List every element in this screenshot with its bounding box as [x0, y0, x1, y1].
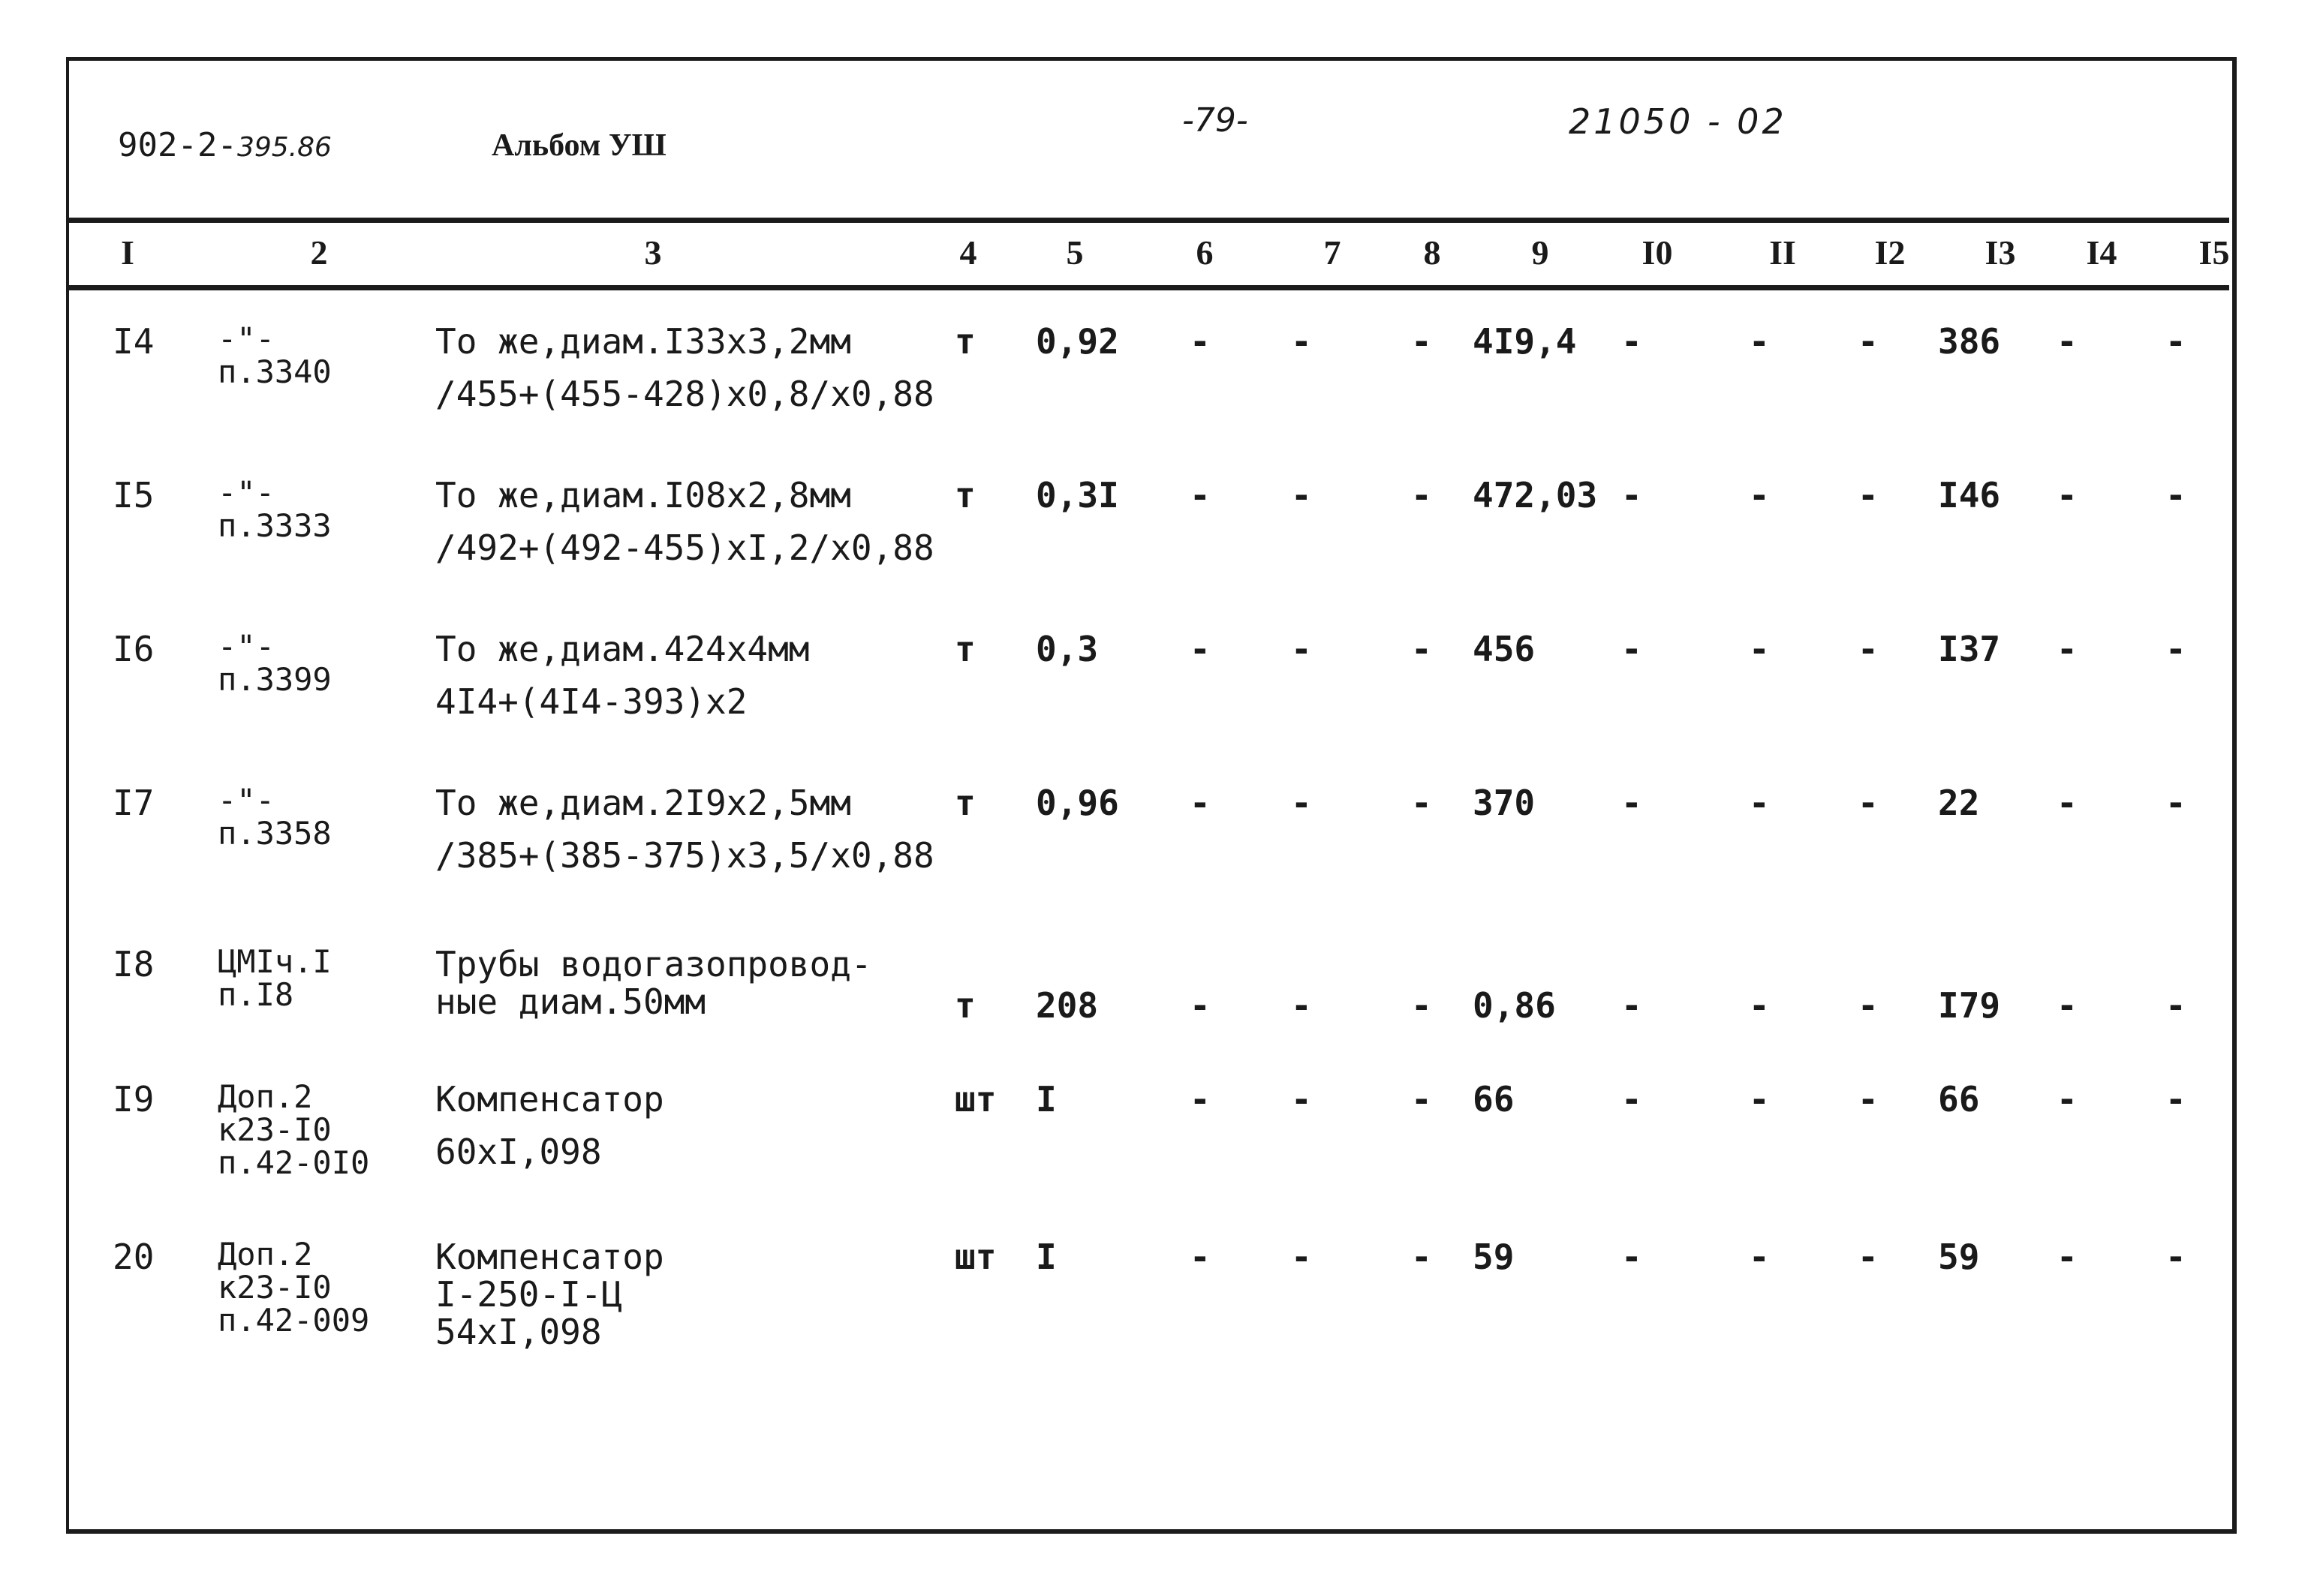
unit-cell: т	[955, 985, 976, 1026]
reference-line: -"-	[218, 474, 275, 511]
row-number: I6	[113, 629, 155, 669]
description-line: Компенсатор	[435, 1237, 664, 1277]
value-cell-c8: -	[1411, 1237, 1432, 1277]
value-cell-c7: -	[1291, 629, 1312, 669]
value-cell-c15: -	[2165, 321, 2186, 362]
description-line: /492+(492-455)хI,2/х0,88	[435, 527, 934, 568]
value-cell-c6: -	[1190, 629, 1211, 669]
value-cell-c12: -	[1858, 783, 1879, 823]
value-cell-c11: -	[1749, 1079, 1770, 1120]
row-number: 20	[113, 1237, 155, 1277]
value-cell-c6: -	[1190, 1079, 1211, 1120]
reference-cell	[218, 320, 332, 390]
value-cell-c5: 0,96	[1036, 783, 1119, 823]
value-cell-c10: -	[1621, 475, 1642, 515]
column-header: 9	[1531, 233, 1549, 272]
value-cell-c7: -	[1291, 985, 1312, 1026]
value-cell-c6: -	[1190, 1237, 1211, 1277]
description-cell	[435, 476, 934, 567]
page-frame	[66, 57, 2237, 1534]
reference-line: п.3399	[218, 661, 332, 698]
reference-line: ЦМIч.I	[218, 943, 332, 980]
value-cell-c12: -	[1858, 321, 1879, 362]
value-cell-c6: -	[1190, 985, 1211, 1026]
value-cell-c7: -	[1291, 1079, 1312, 1120]
row-number: I5	[113, 475, 155, 515]
value-cell-c8: -	[1411, 321, 1432, 362]
unit-cell: т	[955, 629, 976, 669]
row-number: I7	[113, 783, 155, 823]
description-cell	[435, 323, 934, 413]
value-cell-c14: -	[2057, 629, 2078, 669]
description-line: То же,диам.I33х3,2мм	[435, 321, 851, 362]
column-header: 4	[959, 233, 977, 272]
value-cell-c14: -	[2057, 1079, 2078, 1120]
reference-line: -"-	[218, 782, 275, 819]
reference-line: -"-	[218, 320, 275, 357]
value-cell-c9: 370	[1473, 783, 1536, 823]
value-cell-c9: 472,03	[1473, 475, 1598, 515]
value-cell-c12: -	[1858, 985, 1879, 1026]
value-cell-c5: 0,3	[1036, 629, 1099, 669]
reference-line: к23-I0	[218, 1111, 332, 1148]
reference-cell	[218, 945, 332, 1011]
value-cell-c6: -	[1190, 783, 1211, 823]
value-cell-c8: -	[1411, 475, 1432, 515]
description-cell	[435, 1081, 664, 1171]
value-cell-c8: -	[1411, 629, 1432, 669]
row-number: I8	[113, 944, 155, 984]
column-header: 3	[644, 233, 662, 272]
value-cell-c7: -	[1291, 1237, 1312, 1277]
reference-line: Доп.2	[218, 1078, 313, 1115]
reference-line: п.42-009	[218, 1302, 370, 1339]
value-cell-c11: -	[1749, 783, 1770, 823]
description-line: 60хI,098	[435, 1132, 602, 1172]
value-cell-c12: -	[1858, 475, 1879, 515]
value-cell-c15: -	[2165, 1237, 2186, 1277]
description-line: То же,диам.I08х2,8мм	[435, 475, 851, 515]
value-cell-c15: -	[2165, 475, 2186, 515]
value-cell-c14: -	[2057, 321, 2078, 362]
value-cell-c15: -	[2165, 1079, 2186, 1120]
description-line: I-250-I-Ц	[435, 1274, 623, 1315]
column-header: 6	[1196, 233, 1214, 272]
description-cell	[435, 630, 810, 720]
value-cell-c14: -	[2057, 1237, 2078, 1277]
column-header: 2	[310, 233, 328, 272]
column-header: I	[121, 233, 134, 272]
reference-line: п.42-0I0	[218, 1144, 370, 1181]
description-line: Компенсатор	[435, 1079, 664, 1120]
description-cell	[435, 945, 872, 1020]
description-line: Трубы водогазопровод-	[435, 944, 872, 984]
column-header: I3	[1985, 233, 2016, 272]
value-cell-c12: -	[1858, 1237, 1879, 1277]
value-cell-c5: 0,3I	[1036, 475, 1119, 515]
row-number: I9	[113, 1079, 155, 1120]
value-cell-c7: -	[1291, 783, 1312, 823]
reference-line: Доп.2	[218, 1236, 313, 1273]
reference-line: -"-	[218, 628, 275, 665]
document-code: 902-2-395.86	[118, 126, 332, 164]
value-cell-c10: -	[1621, 321, 1642, 362]
value-cell-c8: -	[1411, 783, 1432, 823]
value-cell-c6: -	[1190, 321, 1211, 362]
reference-line: к23-I0	[218, 1269, 332, 1306]
value-cell-c7: -	[1291, 475, 1312, 515]
column-header: I2	[1874, 233, 1906, 272]
value-cell-c8: -	[1411, 985, 1432, 1026]
value-cell-c11: -	[1749, 475, 1770, 515]
value-cell-c5: I	[1036, 1237, 1057, 1277]
value-cell-c13: 66	[1938, 1079, 1980, 1120]
value-cell-c5: I	[1036, 1079, 1057, 1120]
value-cell-c13: 59	[1938, 1237, 1980, 1277]
description-line: 4I4+(4I4-393)х2	[435, 681, 748, 722]
value-cell-c6: -	[1190, 475, 1211, 515]
document-number: 21050 - 02	[1569, 101, 1787, 142]
column-header: 7	[1323, 233, 1341, 272]
value-cell-c10: -	[1621, 985, 1642, 1026]
description-line: /455+(455-428)х0,8/х0,88	[435, 374, 934, 414]
value-cell-c10: -	[1621, 1237, 1642, 1277]
value-cell-c9: 456	[1473, 629, 1536, 669]
value-cell-c15: -	[2165, 783, 2186, 823]
row-number: I4	[113, 321, 155, 362]
unit-cell: т	[955, 475, 976, 515]
value-cell-c8: -	[1411, 1079, 1432, 1120]
value-cell-c11: -	[1749, 321, 1770, 362]
value-cell-c11: -	[1749, 629, 1770, 669]
value-cell-c7: -	[1291, 321, 1312, 362]
value-cell-c12: -	[1858, 629, 1879, 669]
value-cell-c10: -	[1621, 629, 1642, 669]
description-cell	[435, 784, 934, 874]
value-cell-c15: -	[2165, 629, 2186, 669]
value-cell-c10: -	[1621, 783, 1642, 823]
header-rule-top	[69, 218, 2229, 223]
reference-cell	[218, 476, 332, 543]
value-cell-c14: -	[2057, 985, 2078, 1026]
page-number: -79-	[1182, 101, 1248, 140]
unit-cell: шт	[955, 1237, 997, 1277]
description-line: /385+(385-375)х3,5/х0,88	[435, 835, 934, 876]
value-cell-c15: -	[2165, 985, 2186, 1026]
value-cell-c5: 208	[1036, 985, 1099, 1026]
reference-cell	[218, 1078, 370, 1181]
header-rule-bottom	[69, 285, 2229, 290]
unit-cell: т	[955, 783, 976, 823]
description-line: ные диам.50мм	[435, 981, 706, 1022]
value-cell-c10: -	[1621, 1079, 1642, 1120]
reference-line: п.3340	[218, 353, 332, 390]
column-header: 5	[1066, 233, 1084, 272]
description-cell	[435, 1238, 664, 1351]
value-cell-c5: 0,92	[1036, 321, 1119, 362]
column-header: 8	[1423, 233, 1441, 272]
value-cell-c12: -	[1858, 1079, 1879, 1120]
description-line: То же,диам.2I9х2,5мм	[435, 783, 851, 823]
reference-cell	[218, 784, 332, 850]
column-header: I5	[2198, 233, 2230, 272]
column-header: I0	[1641, 233, 1673, 272]
unit-cell: шт	[955, 1079, 997, 1120]
reference-line: п.I8	[218, 976, 294, 1013]
value-cell-c13: 386	[1938, 321, 2001, 362]
value-cell-c14: -	[2057, 475, 2078, 515]
reference-cell	[218, 630, 332, 696]
value-cell-c13: I79	[1938, 985, 2001, 1026]
value-cell-c9: 4I9,4	[1473, 321, 1577, 362]
column-header: I4	[2086, 233, 2117, 272]
value-cell-c13: I37	[1938, 629, 2001, 669]
reference-cell	[218, 1238, 369, 1337]
value-cell-c11: -	[1749, 1237, 1770, 1277]
value-cell-c11: -	[1749, 985, 1770, 1026]
value-cell-c14: -	[2057, 783, 2078, 823]
value-cell-c9: 0,86	[1473, 985, 1556, 1026]
unit-cell: т	[955, 321, 976, 362]
value-cell-c13: I46	[1938, 475, 2001, 515]
description-line: 54хI,098	[435, 1312, 602, 1352]
column-header: II	[1769, 233, 1796, 272]
value-cell-c9: 59	[1473, 1237, 1515, 1277]
description-line: То же,диам.424х4мм	[435, 629, 810, 669]
value-cell-c13: 22	[1938, 783, 1980, 823]
album-title: Альбом УШ	[492, 128, 667, 163]
reference-line: п.3358	[218, 815, 332, 852]
reference-line: п.3333	[218, 507, 332, 544]
value-cell-c9: 66	[1473, 1079, 1515, 1120]
